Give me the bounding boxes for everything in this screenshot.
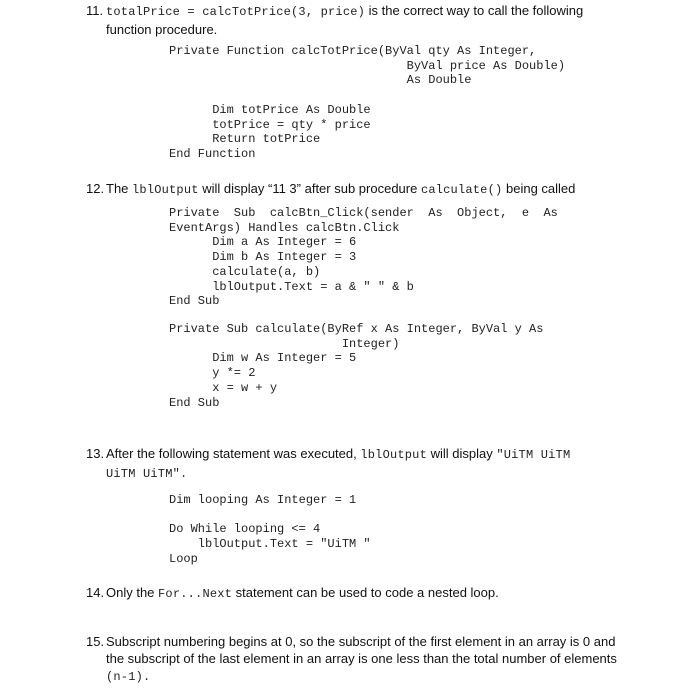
code-line: Dim w As Integer = 5 (169, 351, 357, 366)
code-line: lblOutput.Text = a & " " & b (169, 279, 414, 294)
inline-code: UiTM UiTM". (106, 467, 188, 481)
question-text: the subscript of the last element in an array is one less than the total number of elements (106, 651, 617, 666)
code-block-calc-tot-price (169, 44, 565, 162)
question-text: Only the (106, 585, 159, 600)
question-13 (86, 445, 618, 483)
code-line: End Function (169, 146, 256, 161)
question-number: 15. (86, 634, 105, 649)
code-line: End Sub (169, 395, 220, 410)
question-12 (86, 180, 618, 199)
code-line: Integer) (169, 336, 400, 351)
code-line: End Sub (169, 294, 220, 309)
code-line: x = w + y (169, 380, 278, 395)
question-number: 13. (86, 446, 105, 461)
question-text: After the following statement was executed, (106, 446, 361, 461)
question-text: will display “11 3” after sub procedure (198, 181, 421, 196)
question-number: 14. (86, 585, 105, 600)
code-line: totPrice = qty * price (169, 117, 371, 132)
code-line: Return totPrice (169, 132, 321, 147)
question-number: 12. (86, 181, 105, 196)
code-block-calculate (169, 322, 543, 410)
code-line: y *= 2 (169, 366, 256, 381)
question-text: is the correct way to call the following (365, 3, 584, 18)
question-text: The (106, 181, 133, 196)
code-line: Do While looping <= 4 (169, 522, 321, 537)
question-text: statement can be used to code a nested loop. (232, 585, 499, 600)
code-line: calculate(a, b) (169, 264, 321, 279)
inline-code: calculate() (420, 183, 503, 197)
code-line: Dim b As Integer = 3 (169, 250, 357, 265)
code-line: As Double (169, 73, 472, 88)
code-line: Private Sub calculate(ByRef x As Integer, ByVal y As (169, 322, 544, 336)
code-line: Dim a As Integer = 6 (169, 235, 357, 250)
code-line: Dim totPrice As Double (169, 102, 371, 117)
code-line: ByVal price As Double) (169, 58, 566, 73)
code-line: Private Sub calcBtn_Click(sender As Object, e As (169, 206, 558, 220)
code-block-do-while-loop (169, 493, 371, 567)
question-text: being called (502, 181, 576, 196)
code-line: Loop (169, 551, 198, 566)
inline-code: (n-1). (106, 670, 151, 684)
inline-code: "UiTM UiTM (496, 448, 571, 462)
code-line: lblOutput.Text = "UiTM " (169, 537, 371, 552)
inline-code: totalPrice = calcTotPrice(3, price) (106, 5, 366, 19)
code-line: Dim looping As Integer = 1 (169, 493, 357, 507)
question-15 (86, 633, 618, 686)
question-text: Subscript numbering begins at 0, so the subscript of the first element in an array is 0 and (106, 634, 616, 649)
code-line (169, 88, 565, 103)
inline-code: For...Next (158, 587, 233, 601)
question-14 (86, 584, 618, 603)
inline-code: lblOutput (132, 183, 199, 197)
code-line: EventArgs) Handles calcBtn.Click (169, 220, 400, 235)
question-11 (86, 2, 618, 38)
question-text: will display (426, 446, 497, 461)
question-number: 11. (86, 3, 104, 18)
question-text: function procedure. (106, 22, 218, 37)
code-block-calc-btn-click (169, 206, 558, 309)
code-line: Private Function calcTotPrice(ByVal qty As Integer, (169, 44, 537, 58)
code-line (169, 508, 371, 523)
inline-code: lblOutput (360, 448, 427, 462)
